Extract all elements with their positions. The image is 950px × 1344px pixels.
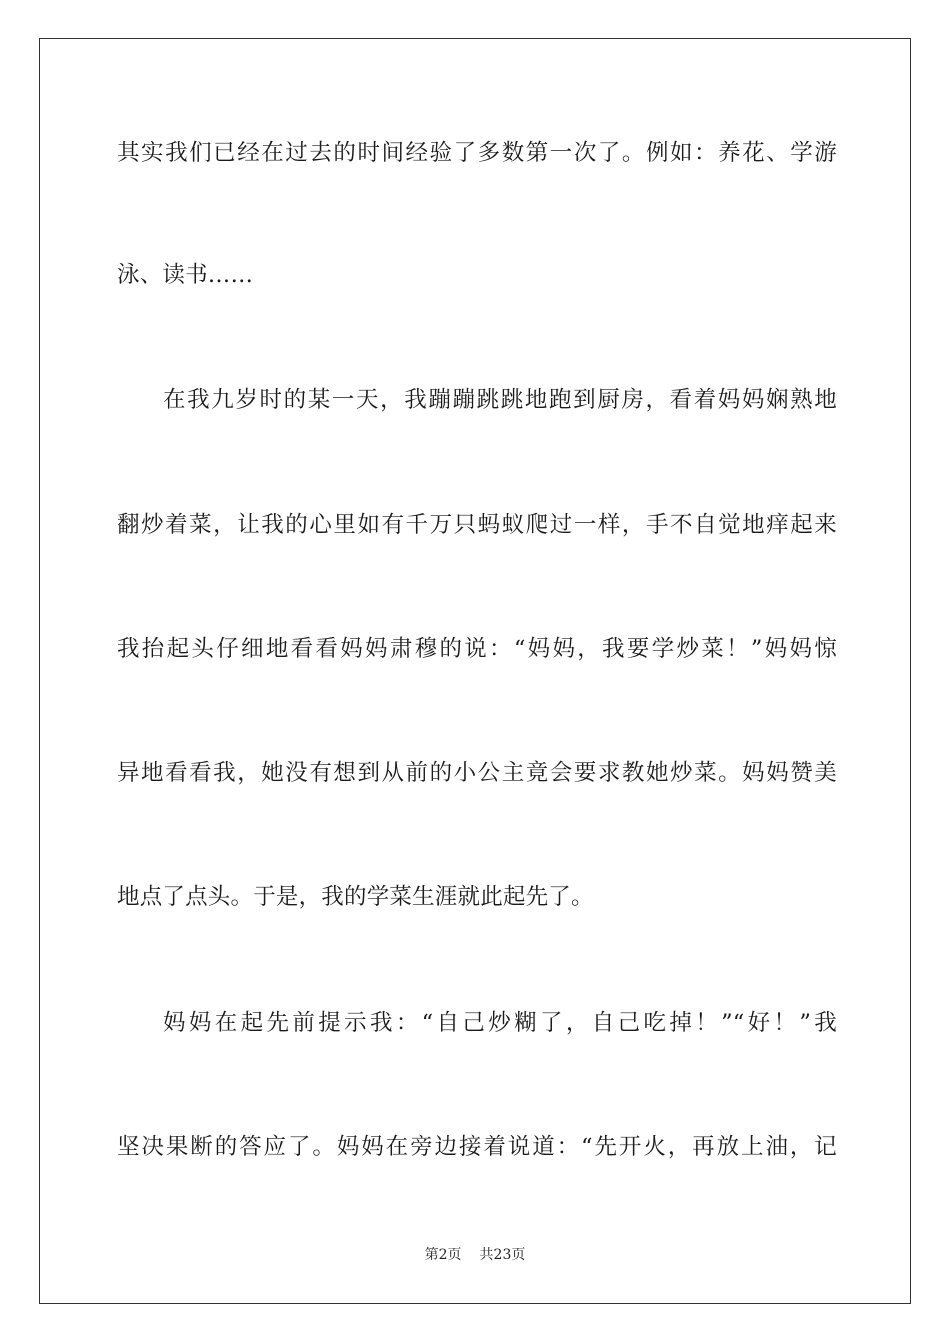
page-number: 第2页 xyxy=(424,1247,462,1263)
text-line-1: 其实我们已经在过去的时间经验了多数第一次了。例如：养花、学游 xyxy=(117,140,837,166)
page-border xyxy=(39,38,911,1304)
text-line-7: 地点了点头。于是，我的学菜生涯就此起先了。 xyxy=(117,884,594,910)
text-line-6: 异地看看我，她没有想到从前的小公主竟会要求教她炒菜。妈妈赞美 xyxy=(117,760,837,786)
page-total: 共23页 xyxy=(479,1247,526,1263)
text-line-9: 坚决果断的答应了。妈妈在旁边接着说道：“先开火，再放上油，记 xyxy=(117,1134,837,1160)
text-line-5: 我抬起头仔细地看看妈妈肃穆的说：“妈妈，我要学炒菜！”妈妈惊 xyxy=(117,636,837,662)
text-line-2: 泳、读书…… xyxy=(117,262,254,288)
text-line-4: 翻炒着菜，让我的心里如有千万只蚂蚁爬过一样，手不自觉地痒起来 xyxy=(117,512,837,538)
text-line-3: 在我九岁时的某一天，我蹦蹦跳跳地跑到厨房，看着妈妈娴熟地 xyxy=(163,387,837,413)
page-footer xyxy=(0,1245,950,1265)
text-line-8: 妈妈在起先前提示我：“自己炒糊了，自己吃掉！”“好！”我 xyxy=(163,1010,837,1036)
